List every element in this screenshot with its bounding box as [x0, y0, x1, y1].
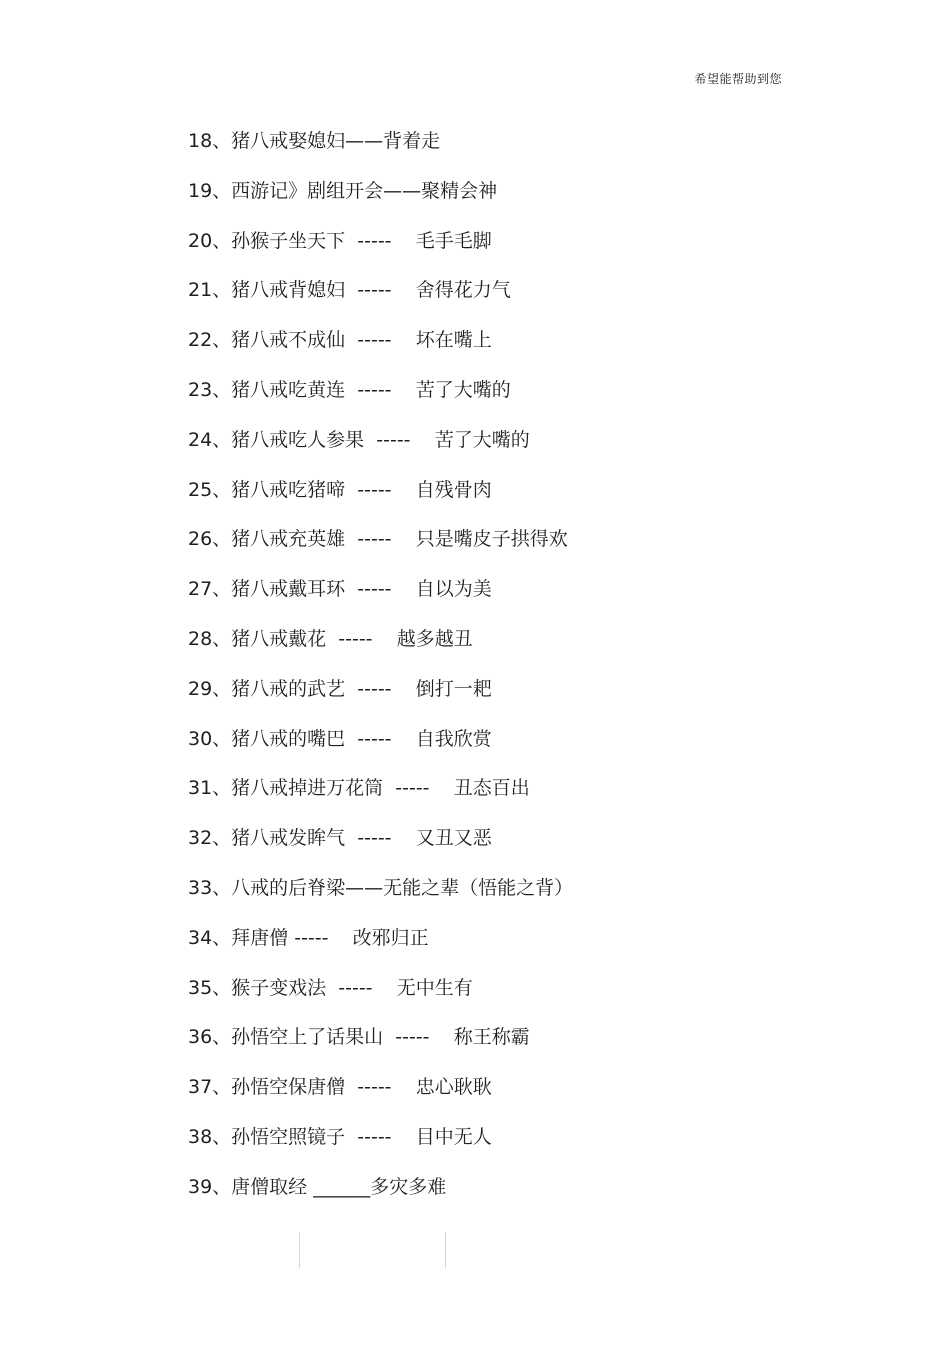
riddle-line-32: 32、猪八戒发眸气 ----- 又丑又恶: [188, 827, 492, 850]
riddle-line-31: 31、猪八戒掉进万花筒 ----- 丑态百出: [188, 777, 530, 800]
riddle-line-20: 20、孙猴子坐天下 ----- 毛手毛脚: [188, 229, 492, 252]
footer-divider-right: [445, 1232, 446, 1268]
riddle-line-18: 18、猪八戒娶媳妇——背着走: [188, 130, 441, 152]
riddle-line-35: 35、猴子变戏法 ----- 无中生有: [188, 976, 473, 999]
riddle-line-38: 38、孙悟空照镜子 ----- 目中无人: [188, 1125, 492, 1148]
riddle-line-29: 29、猪八戒的武艺 ----- 倒打一耙: [188, 677, 492, 700]
riddle-line-25: 25、猪八戒吃猪啼 ----- 自残骨肉: [188, 478, 492, 501]
riddle-line-23: 23、猪八戒吃黄连 ----- 苦了大嘴的: [188, 378, 511, 401]
riddle-line-34: 34、拜唐僧 ----- 改邪归正: [188, 926, 429, 949]
riddle-line-21: 21、猪八戒背媳妇 ----- 舍得花力气: [188, 279, 511, 302]
riddle-line-27: 27、猪八戒戴耳环 ----- 自以为美: [188, 578, 492, 601]
header-note: 希望能帮助到您: [694, 72, 782, 86]
riddle-line-24: 24、猪八戒吃人参果 ----- 苦了大嘴的: [188, 428, 530, 451]
footer-divider-left: [299, 1232, 300, 1268]
riddle-line-37: 37、孙悟空保唐僧 ----- 忠心耿耿: [188, 1076, 492, 1099]
riddle-line-36: 36、孙悟空上了话果山 ----- 称王称霸: [188, 1026, 530, 1049]
riddle-line-30: 30、猪八戒的嘴巴 ----- 自我欣赏: [188, 727, 492, 750]
riddle-line-19: 19、西游记》剧组开会——聚精会神: [188, 179, 498, 202]
riddle-line-33: 33、八戒的后脊梁——无能之辈（悟能之背）: [188, 876, 574, 899]
footer-divider-group: [0, 1232, 950, 1268]
riddle-line-22: 22、猪八戒不成仙 ----- 坏在嘴上: [188, 329, 492, 352]
riddle-line-39: 39、唐僧取经 ______多灾多难: [188, 1175, 447, 1198]
riddle-line-28: 28、猪八戒戴花 ----- 越多越丑: [188, 627, 473, 650]
riddle-line-26: 26、猪八戒充英雄 ----- 只是嘴皮子拱得欢: [188, 528, 568, 551]
riddle-list: [188, 125, 808, 1221]
